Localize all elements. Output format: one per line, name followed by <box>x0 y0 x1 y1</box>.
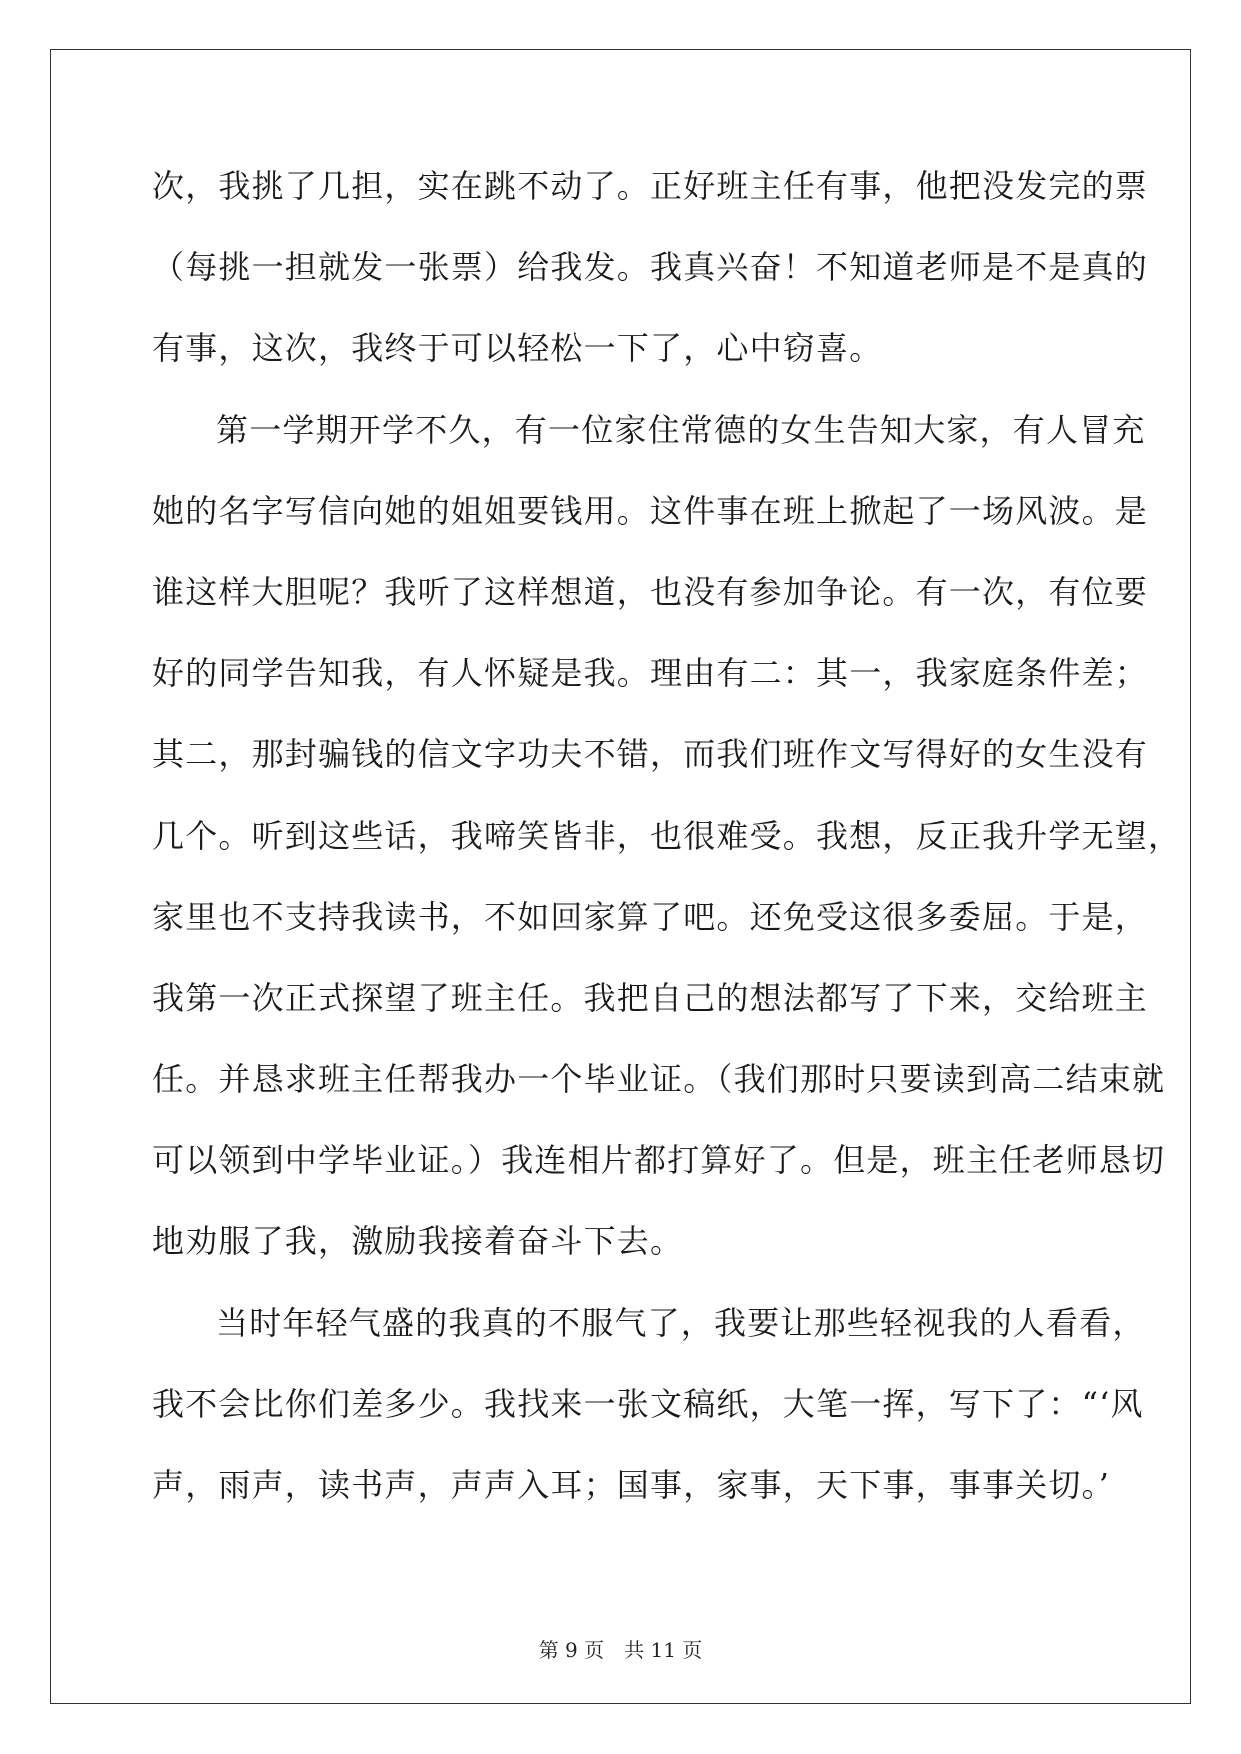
text-line: 任。并恳求班主任帮我办一个毕业证。（我们那时只要读到高二结束就 <box>152 1060 1166 1099</box>
text-line: 第一学期开学不久，有一位家住常德的女生告知大家，有人冒充 <box>216 410 1146 449</box>
text-line: 家里也不支持我读书，不如回家算了吧。还免受这很多委屈。于是， <box>152 897 1149 936</box>
text-line: 好的同学告知我，有人怀疑是我。理由有二：其一，我家庭条件差； <box>152 654 1149 693</box>
text-line: （每挑一担就发一张票）给我发。我真兴奋！不知道老师是不是真的 <box>152 248 1149 287</box>
text-line: 几个。听到这些话，我啼笑皆非，也很难受。我想，反正我升学无望， <box>152 816 1182 855</box>
text-line: 她的名字写信向她的姐姐要钱用。这件事在班上掀起了一场风波。是 <box>152 491 1149 530</box>
document-body <box>152 166 1182 1546</box>
text-line: 当时年轻气盛的我真的不服气了，我要让那些轻视我的人看看， <box>216 1303 1146 1342</box>
text-line: 其二，那封骗钱的信文字功夫不错，而我们班作文写得好的女生没有 <box>152 735 1149 774</box>
text-line: 可以领到中学毕业证。）我连相片都打算好了。但是，班主任老师恳切 <box>152 1141 1166 1180</box>
text-line: 我第一次正式探望了班主任。我把自己的想法都写了下来，交给班主 <box>152 978 1149 1017</box>
text-line: 次，我挑了几担，实在跳不动了。正好班主任有事，他把没发完的票 <box>152 167 1149 205</box>
page-number-footer: 第 9 页 共 11 页 <box>538 1638 703 1662</box>
text-line: 我不会比你们差多少。我找来一张文稿纸，大笔一挥，写下了：“‘风 <box>152 1384 1144 1423</box>
text-line: 声，雨声，读书声，声声入耳；国事，家事，天下事，事事关切。’ <box>152 1466 1111 1504</box>
text-line: 地劝服了我，激励我接着奋斗下去。 <box>152 1222 684 1261</box>
text-line: 有事，这次，我终于可以轻松一下了，心中窃喜。 <box>152 329 883 368</box>
text-line: 谁这样大胆呢？我听了这样想道，也没有参加争论。有一次，有位要 <box>152 572 1149 611</box>
